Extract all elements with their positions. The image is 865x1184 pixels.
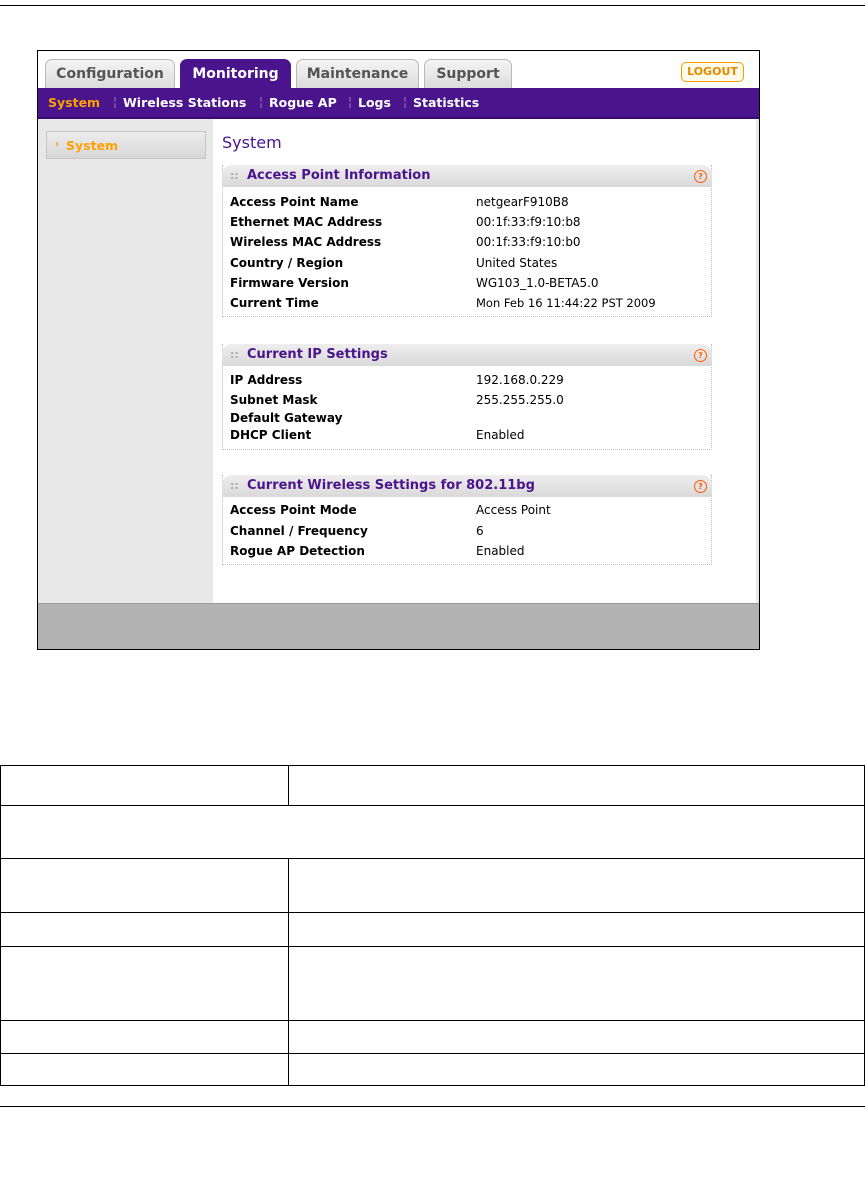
row-label: IP Address	[230, 373, 303, 387]
sidebar-item-system[interactable]	[46, 131, 206, 159]
help-icon[interactable]: ?	[694, 349, 707, 362]
tab-support[interactable]: Support	[424, 59, 512, 88]
logout-button[interactable]: LOGOUT	[681, 62, 744, 82]
row-value: Mon Feb 16 11:44:22 PST 2009	[476, 296, 656, 310]
footer-bar	[38, 603, 759, 649]
help-icon[interactable]: ?	[694, 480, 707, 493]
row-value: 6	[476, 524, 484, 538]
table-row-divider	[0, 946, 865, 947]
row-value: 192.168.0.229	[476, 373, 564, 387]
subnav-wireless-stations[interactable]: Wireless Stations	[123, 95, 247, 110]
row-label: Channel / Frequency	[230, 524, 368, 538]
row-value: netgearF910B8	[476, 195, 569, 209]
row-label: Country / Region	[230, 256, 344, 270]
tab-monitoring[interactable]: Monitoring	[180, 59, 291, 88]
table-header-divider	[0, 805, 865, 806]
table-row-divider	[0, 858, 865, 859]
subnav-separator: ¦	[113, 95, 118, 109]
table-row-divider	[0, 912, 865, 913]
row-label: Ethernet MAC Address	[230, 215, 383, 229]
info-row	[230, 544, 706, 562]
panel-header	[222, 475, 712, 497]
table-border-left	[0, 765, 1, 1086]
subnav-system[interactable]: System	[48, 95, 101, 110]
access-point-information-panel	[222, 165, 712, 317]
panel-title: Current Wireless Settings for 802.11bg	[247, 478, 535, 493]
info-row	[230, 215, 706, 233]
row-label: Rogue AP Detection	[230, 544, 365, 558]
table-column-divider	[288, 765, 289, 805]
row-value: Enabled	[476, 544, 525, 558]
info-row	[230, 276, 706, 294]
panel-title: Access Point Information	[247, 168, 431, 183]
sub-navigation	[38, 88, 759, 119]
info-row	[230, 235, 706, 253]
subnav-statistics[interactable]: Statistics	[413, 95, 480, 110]
current-ip-settings-panel	[222, 344, 712, 450]
row-label: Access Point Mode	[230, 503, 357, 517]
info-row	[230, 503, 706, 521]
subnav-rogue-ap[interactable]: Rogue AP	[269, 95, 337, 110]
table-border-bottom	[0, 1085, 865, 1086]
row-label: Default Gateway	[230, 411, 343, 425]
row-label: Current Time	[230, 296, 319, 310]
document-table	[0, 765, 865, 1086]
info-row	[230, 195, 706, 213]
subnav-logs[interactable]: Logs	[358, 95, 391, 110]
info-row	[230, 256, 706, 274]
current-wireless-settings-panel	[222, 475, 712, 565]
row-label: Firmware Version	[230, 276, 349, 290]
page-top-rule	[0, 5, 865, 6]
sidebar	[38, 119, 213, 603]
tab-bar	[38, 51, 759, 88]
screenshot-frame	[37, 50, 760, 650]
grip-dots-icon: ::	[230, 348, 239, 361]
info-row	[230, 524, 706, 542]
help-icon[interactable]: ?	[694, 170, 707, 183]
row-label: DHCP Client	[230, 428, 312, 442]
subnav-separator: ¦	[259, 95, 264, 109]
row-value: United States	[476, 256, 558, 270]
table-row-divider	[0, 1053, 865, 1054]
subnav-separator: ¦	[403, 95, 408, 109]
page-bottom-rule	[0, 1106, 865, 1107]
panel-header	[222, 344, 712, 366]
row-value: Access Point	[476, 503, 551, 517]
row-value: 255.255.255.0	[476, 393, 564, 407]
row-value: Enabled	[476, 428, 525, 442]
panel-header	[222, 165, 712, 187]
row-label: Access Point Name	[230, 195, 359, 209]
row-value: 00:1f:33:f9:10:b8	[476, 215, 581, 229]
row-value: WG103_1.0-BETA5.0	[476, 276, 599, 290]
grip-dots-icon: ::	[230, 479, 239, 492]
info-row	[230, 393, 706, 411]
tab-configuration[interactable]: Configuration	[45, 59, 175, 88]
info-row	[230, 428, 706, 446]
row-label: Subnet Mask	[230, 393, 318, 407]
arrow-right-icon: ›	[55, 139, 60, 150]
table-border-top	[0, 765, 865, 766]
grip-dots-icon: ::	[230, 169, 239, 182]
table-column-divider	[288, 858, 289, 1086]
row-label: Wireless MAC Address	[230, 235, 382, 249]
info-row	[230, 411, 706, 429]
sidebar-item-label: System	[66, 138, 119, 153]
row-value: 00:1f:33:f9:10:b0	[476, 235, 581, 249]
subnav-separator: ¦	[348, 95, 353, 109]
panel-title: Current IP Settings	[247, 347, 388, 362]
info-row	[230, 373, 706, 391]
info-row	[230, 296, 706, 314]
main-content	[213, 119, 756, 603]
tab-maintenance[interactable]: Maintenance	[296, 59, 419, 88]
table-row-divider	[0, 1020, 865, 1021]
page-title: System	[222, 133, 282, 152]
